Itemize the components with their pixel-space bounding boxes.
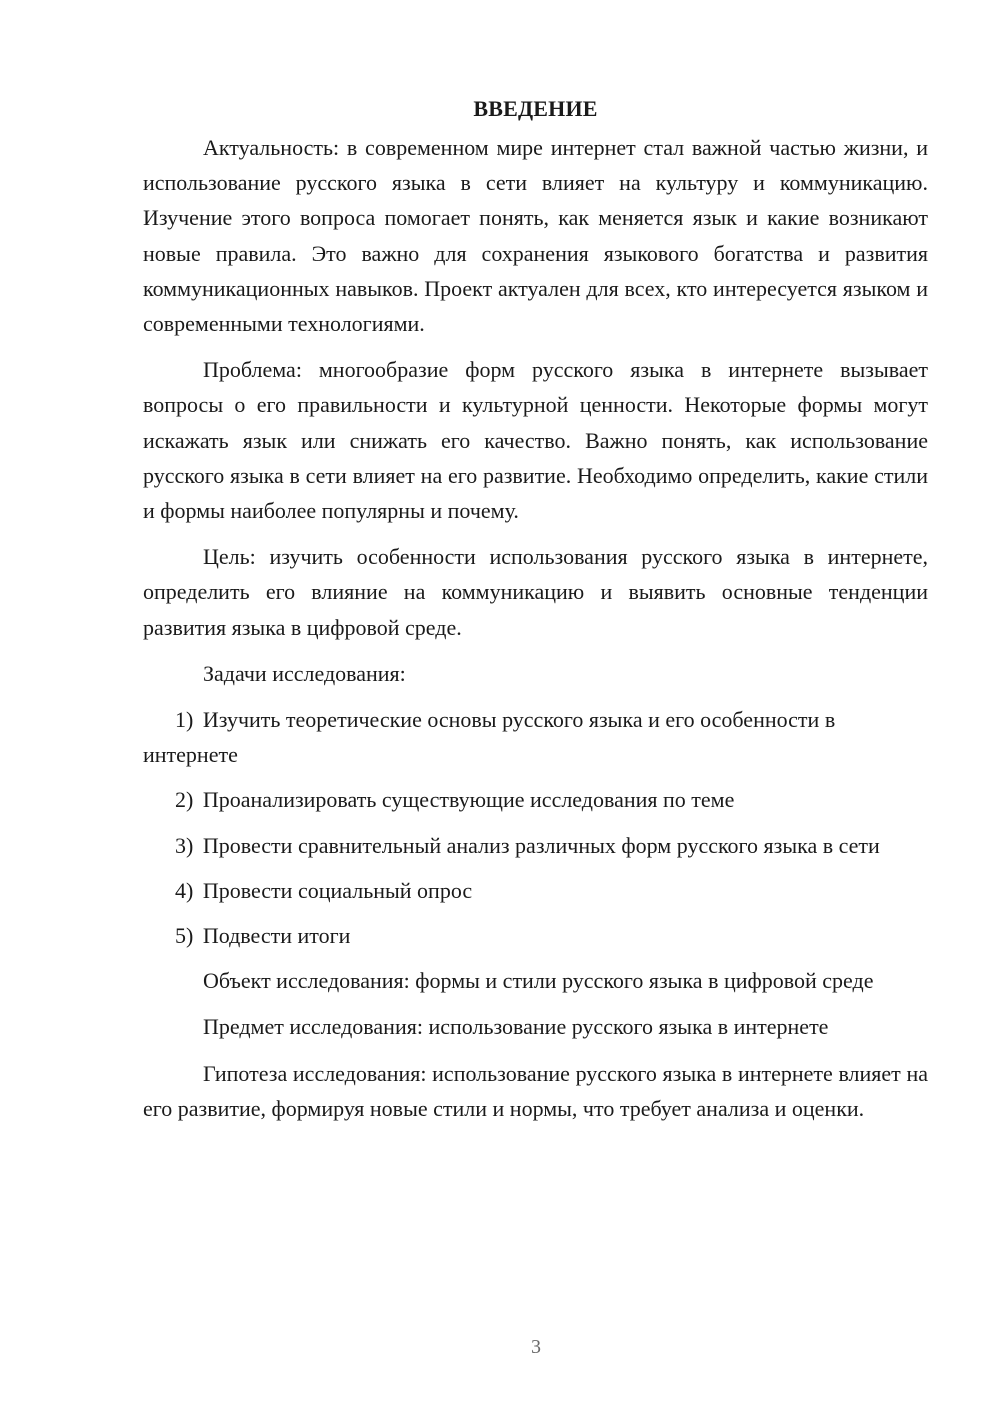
- task-number: 5): [175, 923, 194, 949]
- task-item: [143, 873, 928, 908]
- task-text: Провести социальный опрос: [202, 877, 473, 903]
- tasks-list: [143, 702, 928, 953]
- task-number: 2): [175, 787, 194, 813]
- problem-paragraph: Проблема: многообразие форм русского языка в интернете вызывает вопросы о его правильности и культурной ценности. Некоторые формы могут искажать язык или снижать его качество. Важно понять, как использование русского языка в сети влияет на его развитие. Необходимо определить, какие стили и формы наиболее популярны и почему.: [143, 357, 928, 524]
- task-text: Изучить теоретические основы русского языка и его особенности в интернете: [143, 707, 836, 768]
- page-number: 3: [531, 1336, 541, 1358]
- task-number: 4): [175, 877, 194, 903]
- document-body: [143, 91, 928, 1137]
- section-title: ВВЕДЕНИЕ: [473, 96, 598, 121]
- subject-paragraph: Предмет исследования: использование русского языка в интернете: [203, 1014, 829, 1040]
- task-number: 1): [175, 707, 194, 733]
- hypothesis-paragraph: Гипотеза исследования: использование русского языка в интернете влияет на его развитие, формируя новые стили и нормы, что требует анализа и оценки.: [143, 1060, 928, 1121]
- task-item: [143, 782, 928, 817]
- goal-paragraph: Цель: изучить особенности использования русского языка в интернете, определить его влияние на коммуникацию и выявить основные тенденции развития языка в цифровой среде.: [143, 544, 928, 640]
- task-number: 3): [175, 832, 194, 858]
- task-item: [143, 828, 928, 863]
- task-item: [143, 918, 928, 953]
- object-paragraph: Объект исследования: формы и стили русского языка в цифровой среде: [203, 968, 874, 994]
- relevance-paragraph: Актуальность: в современном мире интернет стал важной частью жизни, и использование русского языка в сети влияет на культуру и коммуникацию. Изучение этого вопроса помогает понять, как меняется язык и какие возникают новые правила. Это важно для сохранения языкового богатства и развития коммуникационных навыков. Проект актуален для всех, кто интересуется языком и современными технологиями.: [143, 135, 928, 337]
- task-text: Провести сравнительный анализ различных форм русского языка в сети: [202, 832, 880, 858]
- tasks-heading: Задачи исследования:: [203, 660, 406, 686]
- task-text: Подвести итоги: [202, 923, 351, 949]
- task-text: Проанализировать существующие исследования по теме: [202, 787, 735, 813]
- task-item: [143, 702, 928, 772]
